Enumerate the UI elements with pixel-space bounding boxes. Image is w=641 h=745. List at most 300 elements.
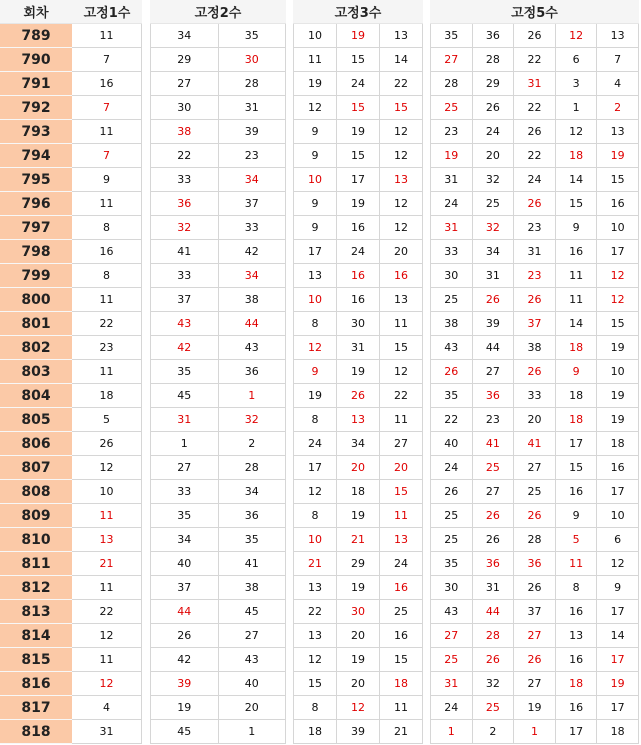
fixed2-number-cell: 2 — [219, 432, 287, 456]
fixed3-number-cell: 22 — [380, 384, 423, 408]
fixed2-row — [150, 504, 286, 528]
fixed2-row — [150, 384, 286, 408]
fixed2-row — [150, 216, 286, 240]
fixed2-number-cell: 27 — [219, 624, 287, 648]
fixed5-number-cell: 35 — [430, 552, 473, 576]
fixed5-number-cell: 27 — [514, 456, 556, 480]
fixed2-number-cell: 42 — [219, 240, 287, 264]
fixed3-number-cell: 15 — [380, 96, 423, 120]
fixed5-row — [430, 408, 639, 432]
fixed5-number-cell: 10 — [597, 216, 639, 240]
fixed5-row — [430, 144, 639, 168]
fixed3-row — [293, 24, 423, 48]
fixed2-number-cell: 42 — [150, 336, 219, 360]
fixed1-row — [72, 504, 142, 528]
fixed5-number-cell: 31 — [514, 240, 556, 264]
fixed5-number-cell: 15 — [597, 168, 639, 192]
fixed3-number-cell: 21 — [293, 552, 337, 576]
fixed5-number-cell: 19 — [430, 144, 473, 168]
fixed3-number-cell: 20 — [337, 456, 380, 480]
fixed1-row — [72, 600, 142, 624]
round-number: 816 — [0, 672, 72, 696]
fixed2-row — [150, 48, 286, 72]
fixed3-row — [293, 144, 423, 168]
round-number: 807 — [0, 456, 72, 480]
fixed5-number-cell: 26 — [430, 480, 473, 504]
fixed3-number-cell: 15 — [293, 672, 337, 696]
fixed5-number-cell: 6 — [556, 48, 598, 72]
fixed5-number-cell: 41 — [473, 432, 515, 456]
round-number: 791 — [0, 72, 72, 96]
fixed3-number-cell: 10 — [293, 168, 337, 192]
fixed1-row — [72, 456, 142, 480]
round-number: 805 — [0, 408, 72, 432]
fixed3-number-cell: 39 — [337, 720, 380, 744]
fixed3-number-cell: 10 — [293, 24, 337, 48]
round-number: 801 — [0, 312, 72, 336]
fixed2-number-cell: 37 — [150, 576, 219, 600]
fixed3-number-cell: 13 — [380, 168, 423, 192]
fixed5-number-cell: 25 — [430, 528, 473, 552]
fixed5-number-cell: 3 — [556, 72, 598, 96]
fixed2-number-cell: 43 — [219, 336, 287, 360]
fixed1-row — [72, 552, 142, 576]
fixed1-row — [72, 384, 142, 408]
fixed5-number-cell: 16 — [556, 600, 598, 624]
fixed5-number-cell: 44 — [473, 600, 515, 624]
fixed5-number-cell: 26 — [514, 360, 556, 384]
fixed5-number-cell: 26 — [514, 576, 556, 600]
fixed5-row — [430, 504, 639, 528]
round-number: 797 — [0, 216, 72, 240]
fixed5-number-cell: 44 — [473, 336, 515, 360]
fixed2-number-cell: 33 — [150, 168, 219, 192]
fixed5-number-cell: 16 — [597, 192, 639, 216]
fixed5-row — [430, 720, 639, 744]
fixed1-number-cell: 7 — [72, 48, 142, 72]
fixed3-number-cell: 13 — [380, 528, 423, 552]
fixed3-number-cell: 20 — [337, 624, 380, 648]
fixed2-number-cell: 26 — [150, 624, 219, 648]
fixed5-number-cell: 24 — [430, 696, 473, 720]
fixed5-number-cell: 13 — [556, 624, 598, 648]
fixed5-number-cell: 2 — [473, 720, 515, 744]
fixed3-number-cell: 19 — [337, 120, 380, 144]
fixed3-row — [293, 720, 423, 744]
fixed5-number-cell: 16 — [556, 648, 598, 672]
fixed5-number-cell: 32 — [473, 168, 515, 192]
fixed5-number-cell: 31 — [430, 672, 473, 696]
fixed2-row — [150, 648, 286, 672]
fixed2-row — [150, 192, 286, 216]
fixed3-number-cell: 15 — [337, 96, 380, 120]
fixed3-number-cell: 24 — [337, 240, 380, 264]
fixed5-number-cell: 39 — [473, 312, 515, 336]
fixed2-number-cell: 38 — [150, 120, 219, 144]
fixed5-number-cell: 23 — [430, 120, 473, 144]
fixed3-number-cell: 11 — [380, 312, 423, 336]
fixed5-number-cell: 43 — [430, 600, 473, 624]
fixed3-number-cell: 24 — [293, 432, 337, 456]
fixed1-number-cell: 11 — [72, 648, 142, 672]
fixed5-row — [430, 96, 639, 120]
fixed3-number-cell: 18 — [337, 480, 380, 504]
fixed2-number-cell: 45 — [219, 600, 287, 624]
fixed1-row — [72, 528, 142, 552]
fixed3-number-cell: 24 — [337, 72, 380, 96]
fixed5-column — [430, 0, 639, 745]
fixed5-number-cell: 26 — [473, 96, 515, 120]
fixed5-number-cell: 16 — [556, 240, 598, 264]
fixed2-row — [150, 600, 286, 624]
fixed5-number-cell: 12 — [556, 120, 598, 144]
fixed3-number-cell: 12 — [380, 192, 423, 216]
fixed3-row — [293, 240, 423, 264]
fixed2-number-cell: 42 — [150, 648, 219, 672]
fixed2-number-cell: 36 — [219, 504, 287, 528]
fixed2-row — [150, 72, 286, 96]
fixed5-number-cell: 30 — [430, 576, 473, 600]
fixed5-number-cell: 19 — [597, 672, 639, 696]
fixed2-number-cell: 23 — [219, 144, 287, 168]
fixed3-number-cell: 10 — [293, 528, 337, 552]
fixed2-row — [150, 120, 286, 144]
fixed5-number-cell: 23 — [514, 264, 556, 288]
fixed2-number-cell: 33 — [150, 264, 219, 288]
fixed5-number-cell: 18 — [556, 672, 598, 696]
fixed2-row — [150, 456, 286, 480]
fixed5-number-cell: 14 — [556, 168, 598, 192]
fixed5-row — [430, 240, 639, 264]
fixed1-row — [72, 432, 142, 456]
fixed2-row — [150, 696, 286, 720]
fixed3-number-cell: 19 — [337, 576, 380, 600]
fixed3-row — [293, 72, 423, 96]
fixed5-number-cell: 13 — [597, 24, 639, 48]
fixed2-number-cell: 43 — [150, 312, 219, 336]
fixed3-number-cell: 20 — [380, 240, 423, 264]
fixed5-row — [430, 384, 639, 408]
fixed5-row — [430, 288, 639, 312]
fixed3-number-cell: 11 — [293, 48, 337, 72]
fixed2-number-cell: 40 — [219, 672, 287, 696]
fixed5-row — [430, 264, 639, 288]
fixed2-number-cell: 30 — [150, 96, 219, 120]
fixed2-row — [150, 408, 286, 432]
fixed5-number-cell: 38 — [514, 336, 556, 360]
fixed5-number-cell: 13 — [597, 120, 639, 144]
fixed2-row — [150, 336, 286, 360]
fixed5-number-cell: 28 — [430, 72, 473, 96]
fixed3-row — [293, 336, 423, 360]
fixed3-header: 고정3수 — [293, 0, 423, 24]
fixed1-number-cell: 11 — [72, 288, 142, 312]
fixed2-column — [150, 0, 286, 745]
fixed2-number-cell: 37 — [150, 288, 219, 312]
fixed1-row — [72, 96, 142, 120]
fixed5-number-cell: 41 — [514, 432, 556, 456]
fixed1-number-cell: 13 — [72, 528, 142, 552]
fixed5-number-cell: 28 — [473, 624, 515, 648]
fixed5-number-cell: 27 — [514, 624, 556, 648]
fixed2-number-cell: 41 — [150, 240, 219, 264]
fixed3-number-cell: 19 — [337, 24, 380, 48]
fixed1-number-cell: 8 — [72, 264, 142, 288]
fixed5-number-cell: 11 — [556, 264, 598, 288]
fixed2-number-cell: 34 — [219, 480, 287, 504]
fixed3-row — [293, 48, 423, 72]
fixed3-number-cell: 16 — [337, 288, 380, 312]
fixed2-number-cell: 34 — [219, 264, 287, 288]
round-number: 789 — [0, 24, 72, 48]
fixed5-number-cell: 27 — [473, 360, 515, 384]
fixed5-number-cell: 27 — [473, 480, 515, 504]
fixed2-number-cell: 30 — [219, 48, 287, 72]
fixed5-number-cell: 31 — [473, 576, 515, 600]
fixed5-number-cell: 34 — [473, 240, 515, 264]
fixed3-number-cell: 21 — [337, 528, 380, 552]
fixed5-row — [430, 72, 639, 96]
fixed3-number-cell: 27 — [380, 432, 423, 456]
fixed2-row — [150, 144, 286, 168]
fixed5-number-cell: 12 — [556, 24, 598, 48]
fixed3-number-cell: 34 — [337, 432, 380, 456]
fixed2-number-cell: 34 — [150, 528, 219, 552]
fixed3-row — [293, 264, 423, 288]
fixed5-number-cell: 27 — [514, 672, 556, 696]
fixed5-number-cell: 15 — [556, 456, 598, 480]
fixed5-number-cell: 26 — [473, 648, 515, 672]
fixed1-row — [72, 264, 142, 288]
fixed3-row — [293, 552, 423, 576]
fixed5-number-cell: 12 — [597, 552, 639, 576]
round-number: 818 — [0, 720, 72, 744]
fixed5-number-cell: 14 — [597, 624, 639, 648]
round-number: 813 — [0, 600, 72, 624]
fixed1-number-cell: 5 — [72, 408, 142, 432]
fixed2-row — [150, 360, 286, 384]
fixed3-row — [293, 480, 423, 504]
fixed1-header: 고정1수 — [72, 0, 142, 24]
fixed1-number-cell: 11 — [72, 120, 142, 144]
fixed3-number-cell: 12 — [380, 360, 423, 384]
fixed2-number-cell: 29 — [150, 48, 219, 72]
fixed5-row — [430, 168, 639, 192]
fixed5-number-cell: 37 — [514, 312, 556, 336]
fixed5-number-cell: 18 — [556, 336, 598, 360]
fixed3-row — [293, 576, 423, 600]
fixed5-row — [430, 672, 639, 696]
round-number: 793 — [0, 120, 72, 144]
fixed5-number-cell: 26 — [514, 192, 556, 216]
fixed3-number-cell: 17 — [337, 168, 380, 192]
fixed3-number-cell: 13 — [293, 624, 337, 648]
fixed3-number-cell: 11 — [380, 696, 423, 720]
fixed2-row — [150, 552, 286, 576]
fixed5-number-cell: 22 — [514, 48, 556, 72]
fixed1-number-cell: 22 — [72, 600, 142, 624]
fixed3-number-cell: 9 — [293, 192, 337, 216]
fixed1-row — [72, 672, 142, 696]
fixed5-number-cell: 6 — [597, 528, 639, 552]
fixed5-number-cell: 18 — [556, 408, 598, 432]
fixed5-number-cell: 8 — [556, 576, 598, 600]
fixed2-row — [150, 96, 286, 120]
fixed3-number-cell: 30 — [337, 312, 380, 336]
fixed1-row — [72, 720, 142, 744]
fixed5-number-cell: 36 — [473, 24, 515, 48]
fixed5-row — [430, 696, 639, 720]
fixed1-number-cell: 12 — [72, 672, 142, 696]
fixed2-number-cell: 20 — [219, 696, 287, 720]
fixed3-row — [293, 432, 423, 456]
fixed5-number-cell: 29 — [473, 72, 515, 96]
fixed5-row — [430, 552, 639, 576]
fixed2-number-cell: 34 — [219, 168, 287, 192]
fixed5-number-cell: 26 — [514, 120, 556, 144]
fixed5-row — [430, 216, 639, 240]
fixed2-number-cell: 36 — [150, 192, 219, 216]
fixed3-number-cell: 12 — [380, 144, 423, 168]
fixed5-number-cell: 25 — [430, 288, 473, 312]
fixed3-number-cell: 19 — [293, 384, 337, 408]
fixed3-number-cell: 15 — [380, 336, 423, 360]
fixed5-number-cell: 5 — [556, 528, 598, 552]
fixed5-number-cell: 9 — [597, 576, 639, 600]
fixed5-number-cell: 16 — [597, 456, 639, 480]
fixed3-row — [293, 96, 423, 120]
fixed1-number-cell: 16 — [72, 240, 142, 264]
fixed2-number-cell: 35 — [150, 360, 219, 384]
fixed5-number-cell: 26 — [473, 528, 515, 552]
fixed1-row — [72, 72, 142, 96]
fixed1-number-cell: 11 — [72, 360, 142, 384]
fixed5-number-cell: 25 — [430, 504, 473, 528]
fixed1-row — [72, 192, 142, 216]
fixed3-number-cell: 12 — [293, 480, 337, 504]
fixed1-number-cell: 7 — [72, 144, 142, 168]
fixed3-number-cell: 18 — [380, 672, 423, 696]
round-column — [0, 0, 72, 745]
round-number: 800 — [0, 288, 72, 312]
fixed3-row — [293, 456, 423, 480]
fixed1-number-cell: 31 — [72, 720, 142, 744]
fixed5-number-cell: 19 — [597, 384, 639, 408]
fixed3-number-cell: 29 — [337, 552, 380, 576]
fixed5-number-cell: 11 — [556, 288, 598, 312]
fixed2-number-cell: 38 — [219, 288, 287, 312]
fixed5-number-cell: 1 — [514, 720, 556, 744]
fixed1-number-cell: 21 — [72, 552, 142, 576]
round-header: 회차 — [0, 0, 72, 24]
fixed1-row — [72, 576, 142, 600]
fixed2-row — [150, 288, 286, 312]
fixed3-number-cell: 12 — [380, 120, 423, 144]
fixed5-row — [430, 120, 639, 144]
fixed5-number-cell: 23 — [473, 408, 515, 432]
round-number: 799 — [0, 264, 72, 288]
fixed5-number-cell: 31 — [514, 72, 556, 96]
fixed5-number-cell: 27 — [430, 48, 473, 72]
fixed5-number-cell: 7 — [597, 48, 639, 72]
round-number: 790 — [0, 48, 72, 72]
fixed1-number-cell: 12 — [72, 456, 142, 480]
fixed2-row — [150, 672, 286, 696]
fixed3-row — [293, 504, 423, 528]
fixed1-number-cell: 7 — [72, 96, 142, 120]
fixed5-number-cell: 38 — [430, 312, 473, 336]
fixed3-row — [293, 168, 423, 192]
fixed5-header: 고정5수 — [430, 0, 639, 24]
fixed5-number-cell: 20 — [514, 408, 556, 432]
fixed5-number-cell: 17 — [556, 432, 598, 456]
fixed1-row — [72, 480, 142, 504]
fixed2-number-cell: 31 — [219, 96, 287, 120]
fixed5-number-cell: 40 — [430, 432, 473, 456]
fixed3-number-cell: 15 — [337, 144, 380, 168]
fixed1-number-cell: 9 — [72, 168, 142, 192]
fixed5-number-cell: 11 — [556, 552, 598, 576]
fixed3-number-cell: 13 — [337, 408, 380, 432]
fixed5-row — [430, 48, 639, 72]
fixed1-number-cell: 8 — [72, 216, 142, 240]
fixed2-number-cell: 27 — [150, 456, 219, 480]
round-number: 810 — [0, 528, 72, 552]
round-number: 792 — [0, 96, 72, 120]
fixed2-number-cell: 1 — [150, 432, 219, 456]
fixed1-row — [72, 312, 142, 336]
fixed1-number-cell: 26 — [72, 432, 142, 456]
round-number: 811 — [0, 552, 72, 576]
fixed2-number-cell: 32 — [219, 408, 287, 432]
round-number: 803 — [0, 360, 72, 384]
fixed2-number-cell: 32 — [150, 216, 219, 240]
fixed5-row — [430, 336, 639, 360]
fixed3-number-cell: 8 — [293, 408, 337, 432]
fixed5-number-cell: 12 — [597, 264, 639, 288]
fixed1-row — [72, 216, 142, 240]
fixed5-number-cell: 15 — [597, 312, 639, 336]
fixed5-row — [430, 624, 639, 648]
fixed3-number-cell: 13 — [380, 24, 423, 48]
fixed5-number-cell: 25 — [473, 456, 515, 480]
fixed5-row — [430, 528, 639, 552]
fixed3-row — [293, 192, 423, 216]
fixed5-number-cell: 24 — [473, 120, 515, 144]
fixed5-number-cell: 10 — [597, 360, 639, 384]
fixed5-number-cell: 36 — [473, 552, 515, 576]
fixed2-number-cell: 44 — [150, 600, 219, 624]
fixed5-number-cell: 36 — [473, 384, 515, 408]
fixed5-number-cell: 19 — [597, 408, 639, 432]
fixed5-number-cell: 33 — [514, 384, 556, 408]
fixed2-row — [150, 264, 286, 288]
fixed3-number-cell: 20 — [337, 672, 380, 696]
fixed5-number-cell: 31 — [473, 264, 515, 288]
fixed5-number-cell: 14 — [556, 312, 598, 336]
fixed5-number-cell: 25 — [430, 96, 473, 120]
fixed3-row — [293, 288, 423, 312]
fixed5-number-cell: 24 — [430, 192, 473, 216]
fixed5-number-cell: 17 — [597, 240, 639, 264]
fixed5-number-cell: 26 — [473, 288, 515, 312]
fixed2-number-cell: 45 — [150, 720, 219, 744]
fixed1-number-cell: 11 — [72, 192, 142, 216]
fixed3-row — [293, 384, 423, 408]
fixed1-row — [72, 648, 142, 672]
fixed2-number-cell: 41 — [219, 552, 287, 576]
fixed1-row — [72, 336, 142, 360]
